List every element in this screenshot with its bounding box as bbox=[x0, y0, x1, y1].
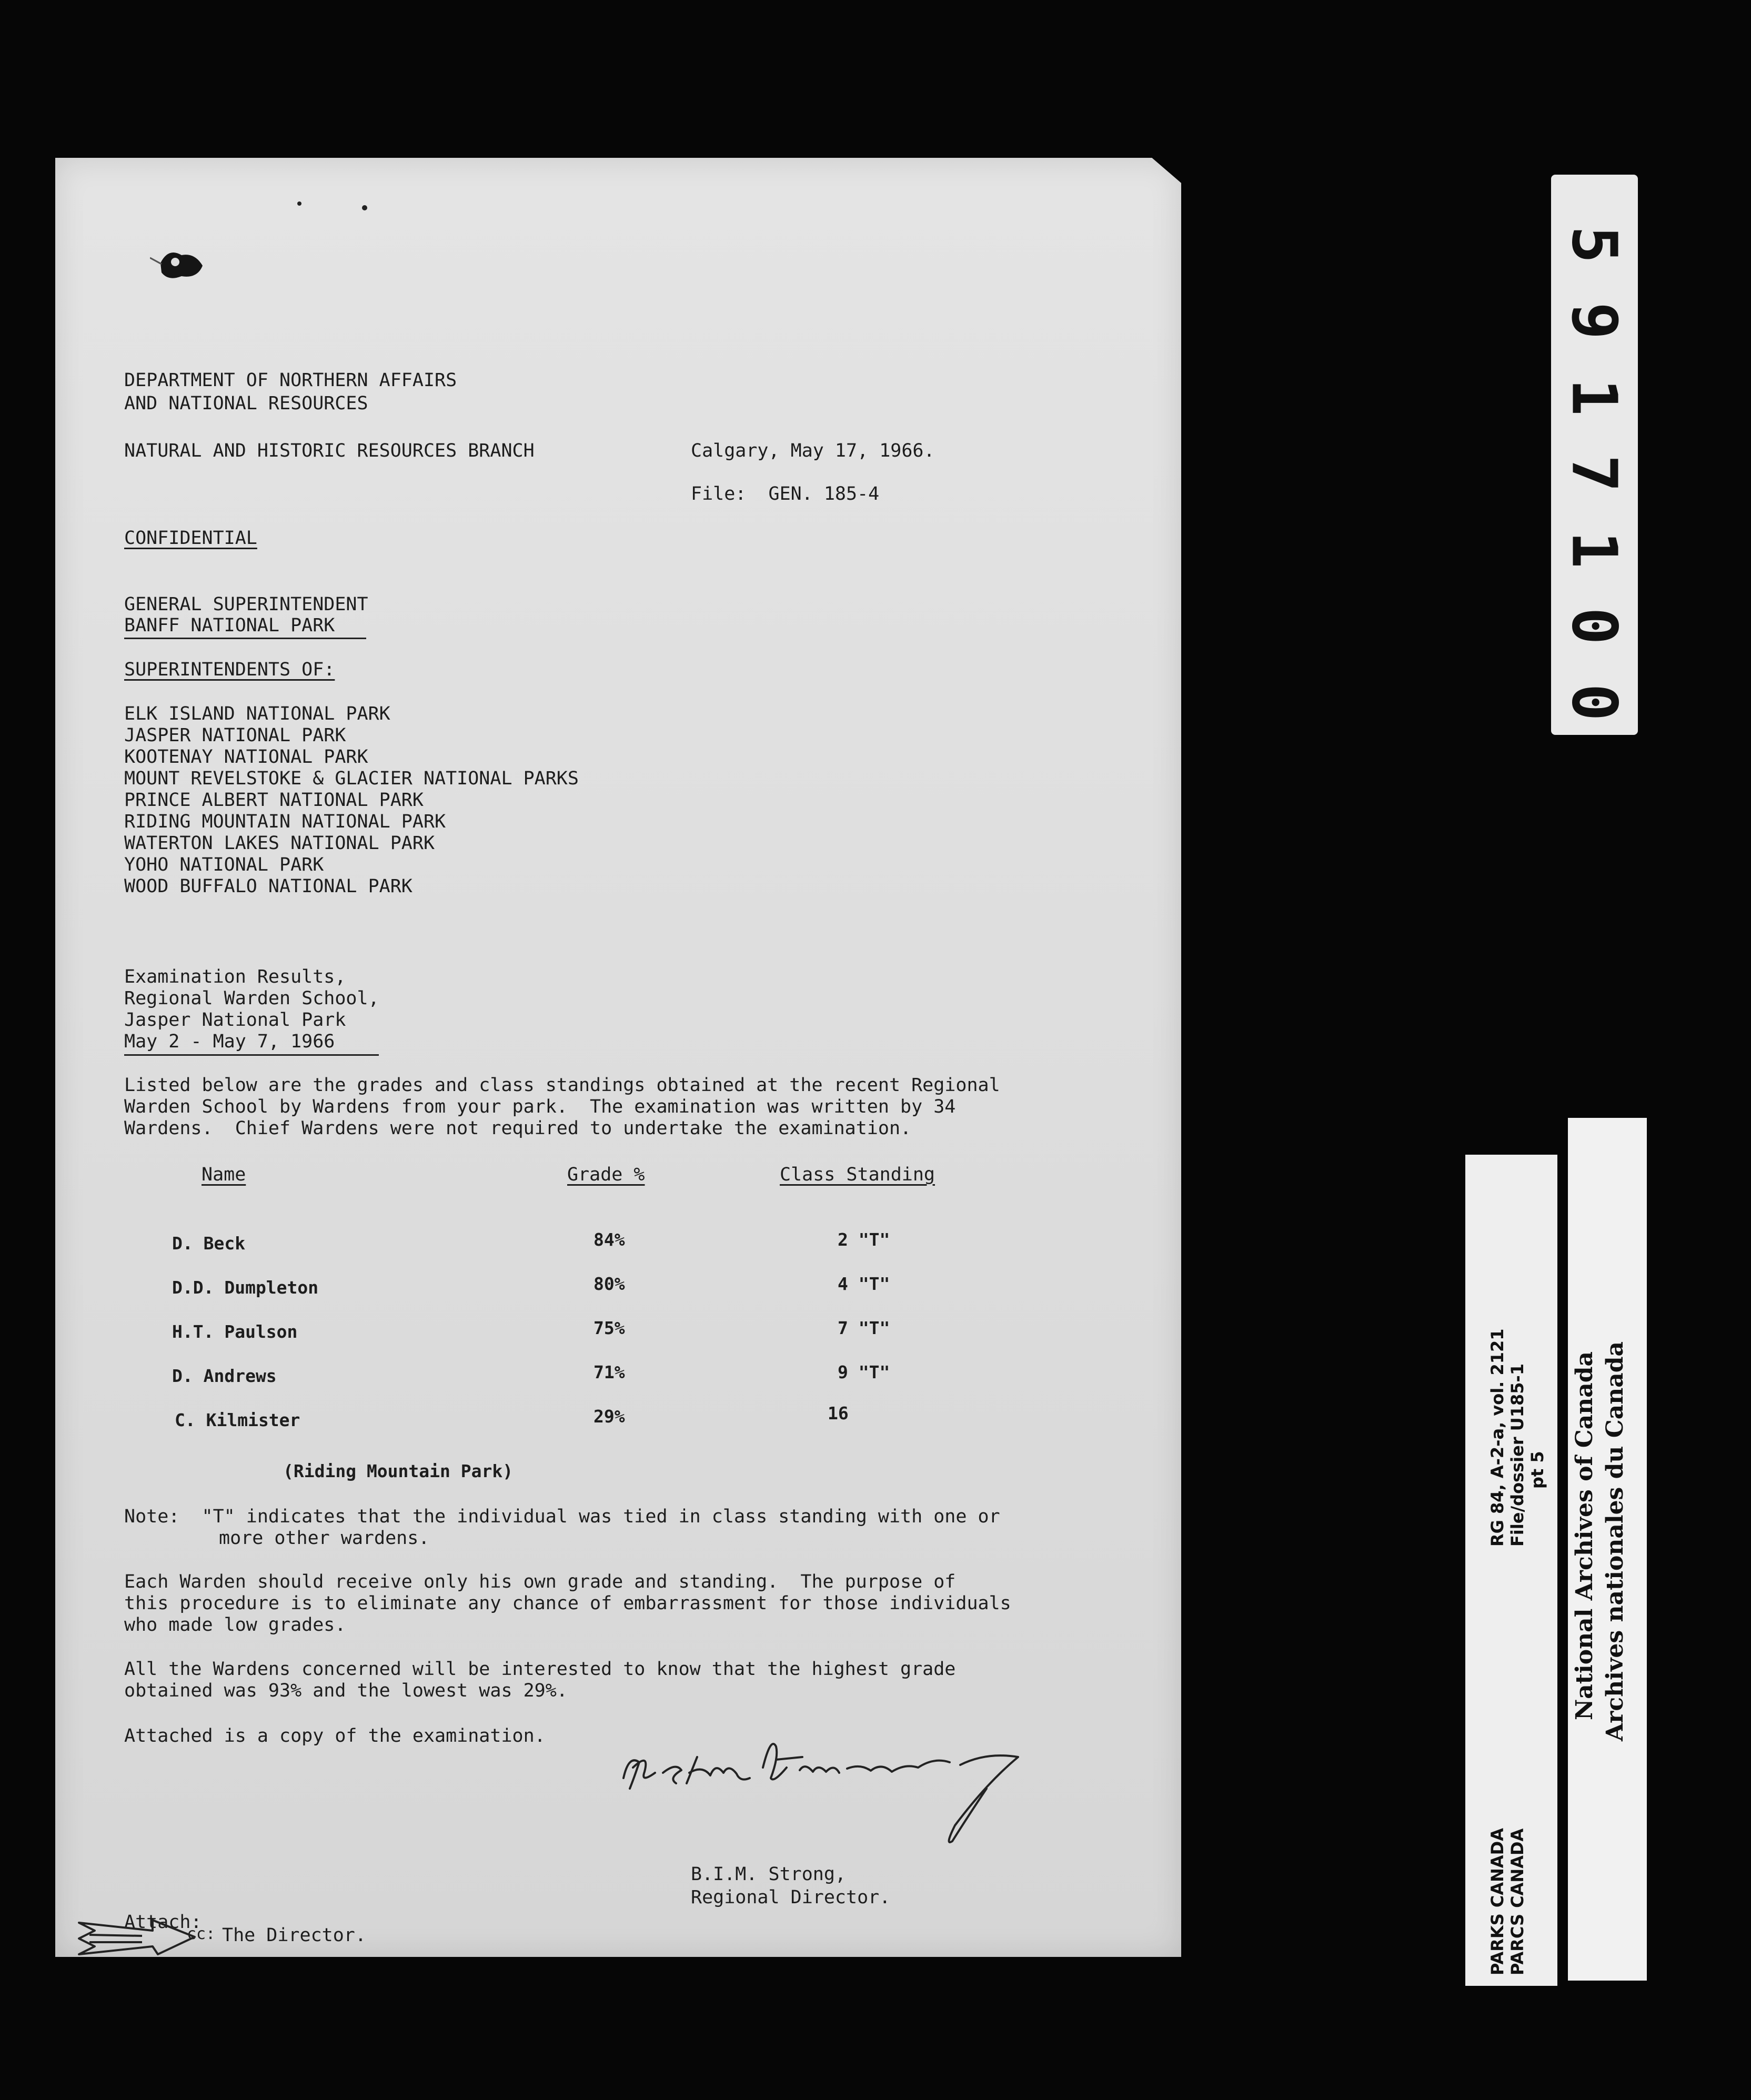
park-list-item: ELK ISLAND NATIONAL PARK bbox=[124, 703, 390, 724]
archive-number-digit: 1 bbox=[1558, 378, 1631, 416]
park-list-item: WATERTON LAKES NATIONAL PARK bbox=[124, 833, 435, 854]
archive-number-digit: 1 bbox=[1558, 531, 1631, 569]
column-header-grade: Grade % bbox=[567, 1164, 645, 1185]
archive-number-digit: 5 bbox=[1558, 226, 1631, 264]
park-list-item: RIDING MOUNTAIN NATIONAL PARK bbox=[124, 811, 446, 832]
intro-line-3: Wardens. Chief Wardens were not required to undertake the examination. bbox=[124, 1118, 912, 1139]
org-line-2: PARCS CANADA bbox=[1507, 1828, 1527, 1975]
archive-number-digit: 7 bbox=[1558, 455, 1631, 492]
confidential-label: CONFIDENTIAL bbox=[124, 528, 257, 549]
branch-line: NATURAL AND HISTORIC RESOURCES BRANCH bbox=[124, 440, 535, 461]
intro-line-2: Warden School by Wardens from your park. The examination was written by 34 bbox=[124, 1096, 956, 1117]
table-row-name: C. Kilmister bbox=[175, 1410, 300, 1430]
dept-line-2: AND NATIONAL RESOURCES bbox=[124, 393, 368, 414]
dept-line-1: DEPARTMENT OF NORTHERN AFFAIRS bbox=[124, 370, 457, 391]
subject-line-2: Regional Warden School, bbox=[124, 988, 379, 1009]
park-list-item: MOUNT REVELSTOKE & GLACIER NATIONAL PARKS bbox=[124, 768, 579, 789]
table-row-standing: 9 "T" bbox=[838, 1362, 890, 1382]
para2-line-1: All the Wardens concerned will be interested to know that the highest grade bbox=[124, 1659, 956, 1680]
table-row-name: H.T. Paulson bbox=[172, 1321, 298, 1342]
table-row-grade: 84% bbox=[593, 1229, 625, 1250]
cc-recipient: The Director. bbox=[222, 1925, 366, 1946]
attachment-arrow-icon bbox=[74, 1910, 210, 1967]
superintendents-heading: SUPERINTENDENTS OF: bbox=[124, 659, 335, 680]
table-footer-riding-mountain: (Riding Mountain Park) bbox=[283, 1461, 514, 1481]
org-line-1: PARKS CANADA bbox=[1487, 1828, 1507, 1975]
park-list-item: KOOTENAY NATIONAL PARK bbox=[124, 746, 368, 768]
underline bbox=[124, 638, 366, 639]
table-row-standing: 16 bbox=[828, 1403, 849, 1423]
underline bbox=[124, 1054, 379, 1056]
table-row-name: D. Beck bbox=[172, 1233, 246, 1254]
ink-blot-mark bbox=[150, 242, 224, 289]
dot-mark bbox=[297, 201, 301, 206]
attach-label: Attach: bbox=[124, 1912, 202, 1933]
column-header-name: Name bbox=[202, 1164, 246, 1185]
archives-name-fr: Archives nationales du Canada bbox=[1602, 1341, 1628, 1741]
file-number: File: GEN. 185-4 bbox=[691, 483, 880, 504]
archives-name-en: National Archives of Canada bbox=[1571, 1351, 1598, 1720]
table-row-standing: 4 "T" bbox=[838, 1274, 890, 1294]
park-list-item: WOOD BUFFALO NATIONAL PARK bbox=[124, 876, 412, 897]
table-row-grade: 29% bbox=[593, 1406, 625, 1427]
reference-line-2: File/dossier U185-1 bbox=[1507, 1363, 1527, 1547]
table-row-grade: 71% bbox=[593, 1362, 625, 1382]
subject-line-1: Examination Results, bbox=[124, 966, 346, 987]
table-row-name: D.D. Dumpleton bbox=[172, 1277, 319, 1298]
park-list-item: JASPER NATIONAL PARK bbox=[124, 725, 346, 746]
note-line-1: Note: "T" indicates that the individual was tied in class standing with one or bbox=[124, 1506, 1000, 1527]
table-row-standing: 2 "T" bbox=[838, 1229, 890, 1250]
signatory-title: Regional Director. bbox=[691, 1887, 891, 1908]
archive-number-digit: 0 bbox=[1558, 607, 1631, 645]
subject-line-3: Jasper National Park bbox=[124, 1009, 346, 1031]
attached-line: Attached is a copy of the examination. bbox=[124, 1725, 546, 1746]
para1-line-1: Each Warden should receive only his own grade and standing. The purpose of bbox=[124, 1571, 956, 1592]
place-date: Calgary, May 17, 1966. bbox=[691, 440, 935, 461]
table-row-grade: 75% bbox=[593, 1318, 625, 1338]
cc-label: cc: bbox=[187, 1925, 216, 1943]
signatory-name: B.I.M. Strong, bbox=[691, 1864, 847, 1885]
column-header-standing: Class Standing bbox=[780, 1164, 935, 1185]
para1-line-2: this procedure is to eliminate any chance of embarrassment for those individuals bbox=[124, 1593, 1011, 1614]
note-line-2: more other wardens. bbox=[219, 1528, 430, 1549]
table-row-name: D. Andrews bbox=[172, 1366, 277, 1386]
general-superintendent: GENERAL SUPERINTENDENT bbox=[124, 594, 368, 615]
handwritten-signature bbox=[618, 1704, 1065, 1862]
para2-line-2: obtained was 93% and the lowest was 29%. bbox=[124, 1680, 568, 1701]
banff-national-park: BANFF NATIONAL PARK bbox=[124, 615, 335, 636]
intro-line-1: Listed below are the grades and class standings obtained at the recent Regional bbox=[124, 1075, 1000, 1096]
table-row-grade: 80% bbox=[593, 1274, 625, 1294]
archive-number-digit: 0 bbox=[1558, 683, 1631, 721]
table-row-standing: 7 "T" bbox=[838, 1318, 890, 1338]
subject-line-4: May 2 - May 7, 1966 bbox=[124, 1031, 335, 1052]
para1-line-3: who made low grades. bbox=[124, 1614, 346, 1635]
park-list-item: YOHO NATIONAL PARK bbox=[124, 854, 324, 875]
park-list-item: PRINCE ALBERT NATIONAL PARK bbox=[124, 790, 424, 811]
dot-mark bbox=[362, 205, 367, 210]
reference-line-3: pt 5 bbox=[1527, 1451, 1547, 1489]
reference-line-1: RG 84, A-2-a, vol. 2121 bbox=[1487, 1328, 1507, 1547]
archive-number-digit: 9 bbox=[1558, 302, 1631, 340]
